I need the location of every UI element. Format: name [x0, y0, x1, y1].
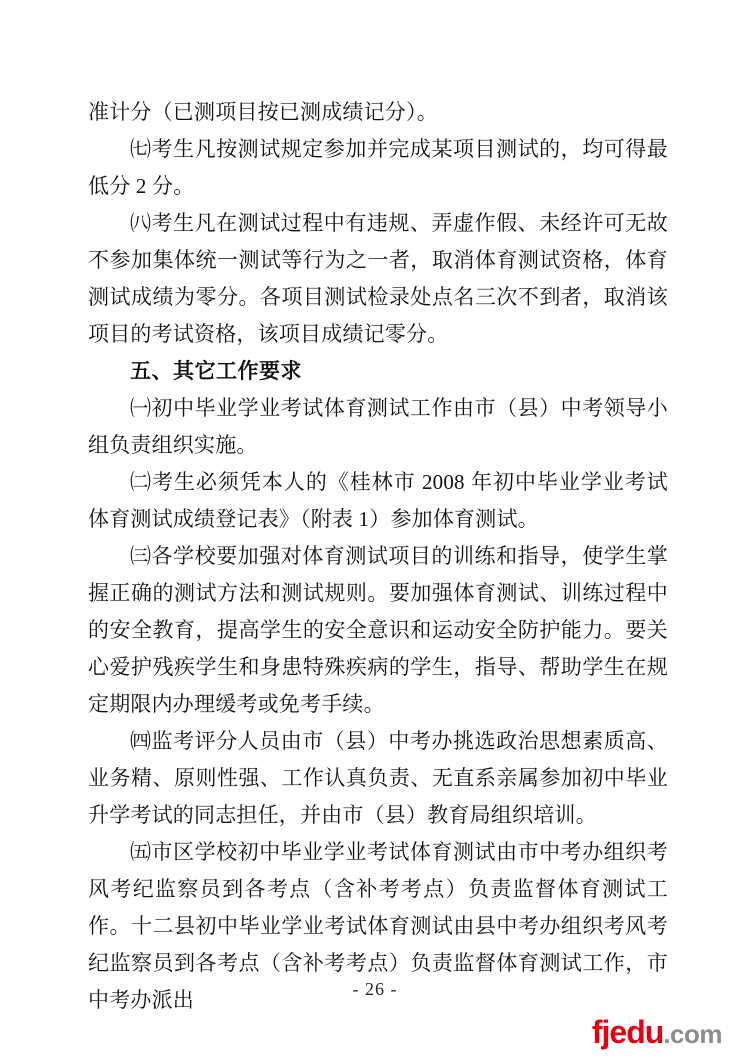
paragraph: ㈢各学校要加强对体育测试项目的训练和指导，使学生掌握正确的测试方法和测试规则。要加强体育测试、训练过程中的安全教育，提高学生的安全意识和运动安全防护能力。要关心爱护残疾学生和身患特殊疾病的学生，指导、帮助学生在规定期限内办理缓考或免考手续。: [88, 544, 668, 716]
paragraph: ㈣监考评分人员由市（县）中考办挑选政治思想素质高、业务精、原则性强、工作认真负责、无直系亲属参加初中毕业升学考试的同志担任，并由市（县）教育局组织培训。: [88, 729, 668, 827]
paragraph: ㈧考生凡在测试过程中有违规、弄虚作假、未经许可无故不参加集体统一测试等行为之一者，取消体育测试资格，体育测试成绩为零分。各项目测试检录处点名三次不到者，取消该项目的考试资格，该项目成绩记零分。: [88, 211, 668, 346]
watermark-brand: fjedu: [591, 1014, 664, 1050]
section-heading: 五、其它工作要求: [130, 360, 302, 383]
document-body: [88, 94, 668, 1019]
paragraph: 准计分（已测项目按已测成绩记分）。: [88, 100, 438, 124]
paragraph: ㈡考生必须凭本人的《桂林市 2008 年初中毕业学业考试体育测试成绩登记表》（附表 1）参加体育测试。: [88, 470, 668, 531]
paragraph: ㈦考生凡按测试规定参加并完成某项目测试的，均可得最低分 2 分。: [88, 137, 668, 198]
paragraph: ㈤市区学校初中毕业学业考试体育测试由市中考办组织考风考纪监察员到各考点（含补考考点）负责监督体育测试工作。十二县初中毕业学业考试体育测试由县中考办组织考风考纪监察员到各考点（含补考考点）负责监督体育测试工作，市中考办派出: [88, 840, 668, 1012]
page-number: - 26 -: [352, 979, 398, 999]
paragraph: ㈠初中毕业学业考试体育测试工作由市（县）中考领导小组负责组织实施。: [88, 396, 668, 457]
watermark-suffix: .com: [663, 1019, 722, 1049]
site-watermark: [592, 1014, 722, 1051]
